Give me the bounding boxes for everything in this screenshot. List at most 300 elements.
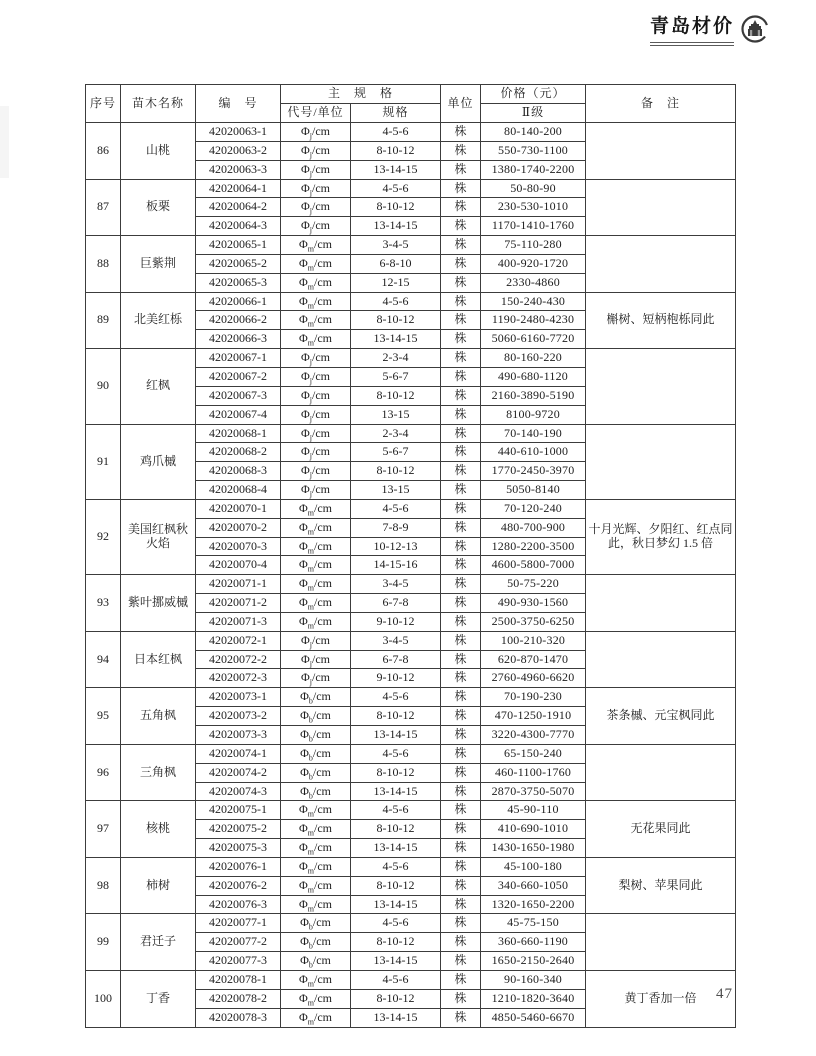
cell-serial: 87 bbox=[86, 179, 121, 236]
cell-price: 4600-5800-7000 bbox=[481, 556, 586, 575]
cell-spec-code: $\Phi_j/cm$ bbox=[281, 349, 351, 368]
cell-price: 75-110-280 bbox=[481, 236, 586, 255]
cell-unit: 株 bbox=[441, 386, 481, 405]
cell-price: 1170-1410-1760 bbox=[481, 217, 586, 236]
cell-spec: 12-15 bbox=[351, 273, 441, 292]
cell-spec-code: $\Phi_m/cm$ bbox=[281, 330, 351, 349]
header-main-spec: 主 规 格 bbox=[281, 85, 441, 104]
cell-price: 45-100-180 bbox=[481, 857, 586, 876]
cell-spec: 4-5-6 bbox=[351, 744, 441, 763]
cell-price: 230-530-1010 bbox=[481, 198, 586, 217]
cell-price: 1650-2150-2640 bbox=[481, 952, 586, 971]
cell-code: 42020075-3 bbox=[196, 839, 281, 858]
cell-name: 柿树 bbox=[121, 857, 196, 914]
cell-spec: 5-6-7 bbox=[351, 443, 441, 462]
cell-code: 42020074-2 bbox=[196, 763, 281, 782]
cell-spec-code: $\Phi_j/cm$ bbox=[281, 424, 351, 443]
cell-remark bbox=[586, 236, 736, 293]
cell-spec: 6-7-8 bbox=[351, 594, 441, 613]
cell-price: 8100-9720 bbox=[481, 405, 586, 424]
cell-code: 42020071-3 bbox=[196, 612, 281, 631]
cell-spec: 8-10-12 bbox=[351, 707, 441, 726]
header-remark: 备 注 bbox=[586, 85, 736, 123]
cell-remark bbox=[586, 914, 736, 971]
cell-spec-code: $\Phi_m/cm$ bbox=[281, 273, 351, 292]
cell-spec-code: $\Phi_b/cm$ bbox=[281, 744, 351, 763]
cell-code: 42020067-3 bbox=[196, 386, 281, 405]
cell-unit: 株 bbox=[441, 198, 481, 217]
cell-unit: 株 bbox=[441, 594, 481, 613]
cell-spec-code: $\Phi_j/cm$ bbox=[281, 631, 351, 650]
cell-price: 100-210-320 bbox=[481, 631, 586, 650]
cell-remark: 槲树、短柄枹栎同此 bbox=[586, 292, 736, 349]
cell-price: 2760-4960-6620 bbox=[481, 669, 586, 688]
cell-spec: 4-5-6 bbox=[351, 123, 441, 142]
cell-spec-code: $\Phi_j/cm$ bbox=[281, 650, 351, 669]
cell-unit: 株 bbox=[441, 349, 481, 368]
header-grade: Ⅱ级 bbox=[481, 104, 586, 123]
cell-serial: 89 bbox=[86, 292, 121, 349]
cell-price: 50-75-220 bbox=[481, 575, 586, 594]
cell-spec-code: $\Phi_j/cm$ bbox=[281, 123, 351, 142]
cell-price: 70-120-240 bbox=[481, 499, 586, 518]
cell-code: 42020065-2 bbox=[196, 254, 281, 273]
cell-code: 42020068-3 bbox=[196, 462, 281, 481]
cell-spec: 8-10-12 bbox=[351, 462, 441, 481]
cell-name: 鸡爪槭 bbox=[121, 424, 196, 499]
cell-unit: 株 bbox=[441, 952, 481, 971]
cell-remark bbox=[586, 123, 736, 180]
cell-spec-code: $\Phi_m/cm$ bbox=[281, 236, 351, 255]
cell-spec-code: $\Phi_j/cm$ bbox=[281, 160, 351, 179]
cell-price: 4850-5460-6670 bbox=[481, 1008, 586, 1027]
qingdao-emblem-icon bbox=[740, 14, 770, 49]
table-row bbox=[86, 236, 736, 255]
cell-price: 50-80-90 bbox=[481, 179, 586, 198]
cell-unit: 株 bbox=[441, 367, 481, 386]
cell-code: 42020071-2 bbox=[196, 594, 281, 613]
cell-spec: 6-7-8 bbox=[351, 650, 441, 669]
table-row bbox=[86, 688, 736, 707]
cell-unit: 株 bbox=[441, 123, 481, 142]
cell-unit: 株 bbox=[441, 179, 481, 198]
cell-unit: 株 bbox=[441, 292, 481, 311]
cell-unit: 株 bbox=[441, 782, 481, 801]
cell-spec-code: $\Phi_m/cm$ bbox=[281, 254, 351, 273]
cell-serial: 91 bbox=[86, 424, 121, 499]
cell-name: 红枫 bbox=[121, 349, 196, 424]
cell-price: 2160-3890-5190 bbox=[481, 386, 586, 405]
cell-code: 42020067-1 bbox=[196, 349, 281, 368]
cell-spec-code: $\Phi_j/cm$ bbox=[281, 386, 351, 405]
cell-spec-code: $\Phi_j/cm$ bbox=[281, 198, 351, 217]
cell-spec-code: $\Phi_m/cm$ bbox=[281, 612, 351, 631]
cell-remark bbox=[586, 349, 736, 424]
cell-price: 1210-1820-3640 bbox=[481, 989, 586, 1008]
cell-spec-code: $\Phi_j/cm$ bbox=[281, 141, 351, 160]
cell-unit: 株 bbox=[441, 707, 481, 726]
table-row bbox=[86, 424, 736, 443]
cell-spec-code: $\Phi_b/cm$ bbox=[281, 763, 351, 782]
cell-spec-code: $\Phi_m/cm$ bbox=[281, 537, 351, 556]
cell-unit: 株 bbox=[441, 236, 481, 255]
cell-serial: 95 bbox=[86, 688, 121, 745]
cell-code: 42020070-1 bbox=[196, 499, 281, 518]
cell-code: 42020076-2 bbox=[196, 876, 281, 895]
cell-spec: 10-12-13 bbox=[351, 537, 441, 556]
cell-unit: 株 bbox=[441, 311, 481, 330]
cell-code: 42020078-3 bbox=[196, 1008, 281, 1027]
cell-code: 42020078-2 bbox=[196, 989, 281, 1008]
header-spec: 规格 bbox=[351, 104, 441, 123]
cell-price: 1320-1650-2200 bbox=[481, 895, 586, 914]
cell-unit: 株 bbox=[441, 895, 481, 914]
cell-price: 45-90-110 bbox=[481, 801, 586, 820]
cell-name: 五角枫 bbox=[121, 688, 196, 745]
table-row bbox=[86, 744, 736, 763]
cell-unit: 株 bbox=[441, 820, 481, 839]
cell-unit: 株 bbox=[441, 763, 481, 782]
cell-spec: 4-5-6 bbox=[351, 857, 441, 876]
cell-unit: 株 bbox=[441, 160, 481, 179]
cell-spec-code: $\Phi_m/cm$ bbox=[281, 839, 351, 858]
cell-unit: 株 bbox=[441, 933, 481, 952]
cell-spec-code: $\Phi_m/cm$ bbox=[281, 820, 351, 839]
cell-remark: 黄丁香加一倍 bbox=[586, 970, 736, 1027]
cell-price: 440-610-1000 bbox=[481, 443, 586, 462]
cell-name: 巨紫荆 bbox=[121, 236, 196, 293]
header-serial: 序号 bbox=[86, 85, 121, 123]
header-code: 编 号 bbox=[196, 85, 281, 123]
cell-remark: 茶条槭、元宝枫同此 bbox=[586, 688, 736, 745]
cell-spec: 13-14-15 bbox=[351, 839, 441, 858]
cell-price: 490-680-1120 bbox=[481, 367, 586, 386]
cell-spec-code: $\Phi_j/cm$ bbox=[281, 669, 351, 688]
table-body bbox=[86, 123, 736, 1028]
cell-spec: 13-14-15 bbox=[351, 330, 441, 349]
cell-code: 42020070-4 bbox=[196, 556, 281, 575]
cell-unit: 株 bbox=[441, 1008, 481, 1027]
table-row bbox=[86, 914, 736, 933]
cell-unit: 株 bbox=[441, 424, 481, 443]
cell-spec: 2-3-4 bbox=[351, 349, 441, 368]
header-unit: 单位 bbox=[441, 85, 481, 123]
cell-spec: 8-10-12 bbox=[351, 933, 441, 952]
cell-price: 70-190-230 bbox=[481, 688, 586, 707]
cell-spec-code: $\Phi_m/cm$ bbox=[281, 970, 351, 989]
cell-unit: 株 bbox=[441, 726, 481, 745]
cell-price: 490-930-1560 bbox=[481, 594, 586, 613]
cell-spec: 13-14-15 bbox=[351, 726, 441, 745]
cell-serial: 93 bbox=[86, 575, 121, 632]
cell-serial: 88 bbox=[86, 236, 121, 293]
cell-unit: 株 bbox=[441, 801, 481, 820]
header-spec-code: 代号/单位 bbox=[281, 104, 351, 123]
cell-price: 1190-2480-4230 bbox=[481, 311, 586, 330]
cell-spec: 14-15-16 bbox=[351, 556, 441, 575]
cell-price: 410-690-1010 bbox=[481, 820, 586, 839]
cell-unit: 株 bbox=[441, 839, 481, 858]
cell-code: 42020065-1 bbox=[196, 236, 281, 255]
cell-unit: 株 bbox=[441, 217, 481, 236]
cell-unit: 株 bbox=[441, 631, 481, 650]
cell-code: 42020074-1 bbox=[196, 744, 281, 763]
cell-unit: 株 bbox=[441, 481, 481, 500]
cell-code: 42020077-2 bbox=[196, 933, 281, 952]
cell-code: 42020072-1 bbox=[196, 631, 281, 650]
cell-unit: 株 bbox=[441, 989, 481, 1008]
header-price: 价格（元） bbox=[481, 85, 586, 104]
cell-spec-code: $\Phi_b/cm$ bbox=[281, 782, 351, 801]
cell-spec-code: $\Phi_m/cm$ bbox=[281, 311, 351, 330]
table-row bbox=[86, 970, 736, 989]
table-header bbox=[86, 85, 736, 123]
cell-remark: 十月光辉、夕阳红、红点同此，秋日梦幻 1.5 倍 bbox=[586, 499, 736, 574]
cell-spec-code: $\Phi_m/cm$ bbox=[281, 518, 351, 537]
cell-unit: 株 bbox=[441, 857, 481, 876]
cell-unit: 株 bbox=[441, 330, 481, 349]
cell-price: 5050-8140 bbox=[481, 481, 586, 500]
cell-price: 65-150-240 bbox=[481, 744, 586, 763]
cell-spec: 13-14-15 bbox=[351, 160, 441, 179]
brand-header bbox=[650, 17, 770, 49]
cell-serial: 96 bbox=[86, 744, 121, 801]
cell-serial: 98 bbox=[86, 857, 121, 914]
cell-price: 1770-2450-3970 bbox=[481, 462, 586, 481]
cell-spec: 13-15 bbox=[351, 405, 441, 424]
cell-price: 1380-1740-2200 bbox=[481, 160, 586, 179]
cell-spec: 4-5-6 bbox=[351, 179, 441, 198]
cell-remark bbox=[586, 179, 736, 236]
cell-spec: 3-4-5 bbox=[351, 236, 441, 255]
cell-serial: 94 bbox=[86, 631, 121, 688]
cell-price: 480-700-900 bbox=[481, 518, 586, 537]
table-row bbox=[86, 631, 736, 650]
cell-spec-code: $\Phi_m/cm$ bbox=[281, 989, 351, 1008]
cell-spec: 13-15 bbox=[351, 481, 441, 500]
cell-code: 42020064-2 bbox=[196, 198, 281, 217]
cell-code: 42020063-1 bbox=[196, 123, 281, 142]
cell-spec-code: $\Phi_m/cm$ bbox=[281, 575, 351, 594]
cell-name: 北美红栎 bbox=[121, 292, 196, 349]
cell-price: 2330-4860 bbox=[481, 273, 586, 292]
cell-code: 42020072-3 bbox=[196, 669, 281, 688]
cell-unit: 株 bbox=[441, 970, 481, 989]
cell-spec: 4-5-6 bbox=[351, 292, 441, 311]
cell-remark bbox=[586, 424, 736, 499]
cell-unit: 株 bbox=[441, 499, 481, 518]
cell-serial: 92 bbox=[86, 499, 121, 574]
header-row-1 bbox=[86, 85, 736, 104]
cell-spec: 4-5-6 bbox=[351, 801, 441, 820]
cell-unit: 株 bbox=[441, 669, 481, 688]
cell-name: 日本红枫 bbox=[121, 631, 196, 688]
cell-code: 42020068-1 bbox=[196, 424, 281, 443]
cell-spec-code: $\Phi_m/cm$ bbox=[281, 1008, 351, 1027]
cell-price: 360-660-1190 bbox=[481, 933, 586, 952]
table-row bbox=[86, 179, 736, 198]
cell-price: 550-730-1100 bbox=[481, 141, 586, 160]
cell-spec: 13-14-15 bbox=[351, 952, 441, 971]
cell-code: 42020073-1 bbox=[196, 688, 281, 707]
cell-price: 80-140-200 bbox=[481, 123, 586, 142]
cell-code: 42020075-2 bbox=[196, 820, 281, 839]
cell-code: 42020063-2 bbox=[196, 141, 281, 160]
cell-code: 42020071-1 bbox=[196, 575, 281, 594]
cell-spec: 3-4-5 bbox=[351, 575, 441, 594]
cell-name: 山桃 bbox=[121, 123, 196, 180]
cell-unit: 株 bbox=[441, 273, 481, 292]
cell-spec-code: $\Phi_j/cm$ bbox=[281, 462, 351, 481]
cell-price: 3220-4300-7770 bbox=[481, 726, 586, 745]
cell-spec-code: $\Phi_b/cm$ bbox=[281, 933, 351, 952]
cell-code: 42020070-2 bbox=[196, 518, 281, 537]
cell-name: 美国红枫秋火焰 bbox=[121, 499, 196, 574]
cell-name: 君迁子 bbox=[121, 914, 196, 971]
cell-name: 核桃 bbox=[121, 801, 196, 858]
table-row bbox=[86, 123, 736, 142]
cell-serial: 100 bbox=[86, 970, 121, 1027]
cell-price: 90-160-340 bbox=[481, 970, 586, 989]
cell-spec: 8-10-12 bbox=[351, 198, 441, 217]
table-row bbox=[86, 801, 736, 820]
cell-code: 42020068-4 bbox=[196, 481, 281, 500]
cell-unit: 株 bbox=[441, 556, 481, 575]
cell-spec: 7-8-9 bbox=[351, 518, 441, 537]
cell-spec-code: $\Phi_b/cm$ bbox=[281, 952, 351, 971]
cell-unit: 株 bbox=[441, 462, 481, 481]
cell-price: 80-160-220 bbox=[481, 349, 586, 368]
cell-remark bbox=[586, 744, 736, 801]
cell-code: 42020066-3 bbox=[196, 330, 281, 349]
header-name: 苗木名称 bbox=[121, 85, 196, 123]
cell-code: 42020073-3 bbox=[196, 726, 281, 745]
cell-price: 1430-1650-1980 bbox=[481, 839, 586, 858]
cell-price: 460-1100-1760 bbox=[481, 763, 586, 782]
cell-price: 470-1250-1910 bbox=[481, 707, 586, 726]
cell-unit: 株 bbox=[441, 443, 481, 462]
cell-code: 42020066-1 bbox=[196, 292, 281, 311]
cell-spec-code: $\Phi_j/cm$ bbox=[281, 179, 351, 198]
cell-serial: 99 bbox=[86, 914, 121, 971]
cell-spec-code: $\Phi_b/cm$ bbox=[281, 688, 351, 707]
cell-unit: 株 bbox=[441, 876, 481, 895]
cell-unit: 株 bbox=[441, 744, 481, 763]
cell-unit: 株 bbox=[441, 141, 481, 160]
cell-spec: 8-10-12 bbox=[351, 989, 441, 1008]
cell-spec: 5-6-7 bbox=[351, 367, 441, 386]
cell-spec-code: $\Phi_m/cm$ bbox=[281, 499, 351, 518]
cell-code: 42020066-2 bbox=[196, 311, 281, 330]
cell-code: 42020070-3 bbox=[196, 537, 281, 556]
cell-name: 紫叶挪威槭 bbox=[121, 575, 196, 632]
cell-name: 板栗 bbox=[121, 179, 196, 236]
cell-price: 45-75-150 bbox=[481, 914, 586, 933]
cell-spec-code: $\Phi_j/cm$ bbox=[281, 367, 351, 386]
cell-code: 42020068-2 bbox=[196, 443, 281, 462]
seedling-price-table bbox=[85, 84, 735, 1028]
cell-spec: 4-5-6 bbox=[351, 688, 441, 707]
cell-spec: 13-14-15 bbox=[351, 782, 441, 801]
cell-code: 42020077-3 bbox=[196, 952, 281, 971]
cell-unit: 株 bbox=[441, 518, 481, 537]
cell-name: 丁香 bbox=[121, 970, 196, 1027]
cell-code: 42020063-3 bbox=[196, 160, 281, 179]
cell-spec: 8-10-12 bbox=[351, 876, 441, 895]
page-number: 47 bbox=[716, 986, 733, 1002]
table-row bbox=[86, 857, 736, 876]
cell-spec: 8-10-12 bbox=[351, 311, 441, 330]
cell-price: 150-240-430 bbox=[481, 292, 586, 311]
cell-spec: 6-8-10 bbox=[351, 254, 441, 273]
cell-remark bbox=[586, 575, 736, 632]
cell-price: 70-140-190 bbox=[481, 424, 586, 443]
cell-price: 400-920-1720 bbox=[481, 254, 586, 273]
cell-code: 42020077-1 bbox=[196, 914, 281, 933]
table-row bbox=[86, 292, 736, 311]
cell-spec: 4-5-6 bbox=[351, 499, 441, 518]
cell-spec: 4-5-6 bbox=[351, 914, 441, 933]
cell-code: 42020075-1 bbox=[196, 801, 281, 820]
cell-code: 42020074-3 bbox=[196, 782, 281, 801]
cell-code: 42020076-3 bbox=[196, 895, 281, 914]
cell-spec-code: $\Phi_b/cm$ bbox=[281, 707, 351, 726]
cell-serial: 90 bbox=[86, 349, 121, 424]
cell-code: 42020072-2 bbox=[196, 650, 281, 669]
cell-spec: 2-3-4 bbox=[351, 424, 441, 443]
cell-price: 620-870-1470 bbox=[481, 650, 586, 669]
cell-code: 42020076-1 bbox=[196, 857, 281, 876]
cell-spec-code: $\Phi_m/cm$ bbox=[281, 857, 351, 876]
scan-edge-artifact bbox=[0, 106, 9, 178]
cell-spec-code: $\Phi_j/cm$ bbox=[281, 405, 351, 424]
cell-spec-code: $\Phi_j/cm$ bbox=[281, 443, 351, 462]
cell-spec: 13-14-15 bbox=[351, 217, 441, 236]
cell-spec: 8-10-12 bbox=[351, 820, 441, 839]
cell-unit: 株 bbox=[441, 914, 481, 933]
cell-spec: 13-14-15 bbox=[351, 1008, 441, 1027]
cell-spec: 3-4-5 bbox=[351, 631, 441, 650]
cell-spec-code: $\Phi_b/cm$ bbox=[281, 726, 351, 745]
cell-name: 三角枫 bbox=[121, 744, 196, 801]
cell-unit: 株 bbox=[441, 254, 481, 273]
cell-unit: 株 bbox=[441, 650, 481, 669]
table-row bbox=[86, 575, 736, 594]
cell-spec-code: $\Phi_m/cm$ bbox=[281, 556, 351, 575]
cell-price: 2500-3750-6250 bbox=[481, 612, 586, 631]
cell-spec-code: $\Phi_m/cm$ bbox=[281, 594, 351, 613]
cell-unit: 株 bbox=[441, 575, 481, 594]
cell-price: 1280-2200-3500 bbox=[481, 537, 586, 556]
cell-remark: 无花果同此 bbox=[586, 801, 736, 858]
cell-unit: 株 bbox=[441, 688, 481, 707]
cell-unit: 株 bbox=[441, 612, 481, 631]
cell-spec: 4-5-6 bbox=[351, 970, 441, 989]
cell-spec: 8-10-12 bbox=[351, 763, 441, 782]
cell-spec: 8-10-12 bbox=[351, 141, 441, 160]
cell-price: 2870-3750-5070 bbox=[481, 782, 586, 801]
cell-code: 42020064-1 bbox=[196, 179, 281, 198]
table-row bbox=[86, 499, 736, 518]
cell-unit: 株 bbox=[441, 405, 481, 424]
cell-spec-code: $\Phi_m/cm$ bbox=[281, 801, 351, 820]
cell-spec-code: $\Phi_j/cm$ bbox=[281, 217, 351, 236]
cell-code: 42020067-4 bbox=[196, 405, 281, 424]
cell-serial: 86 bbox=[86, 123, 121, 180]
cell-code: 42020067-2 bbox=[196, 367, 281, 386]
cell-spec: 9-10-12 bbox=[351, 669, 441, 688]
cell-spec: 8-10-12 bbox=[351, 386, 441, 405]
